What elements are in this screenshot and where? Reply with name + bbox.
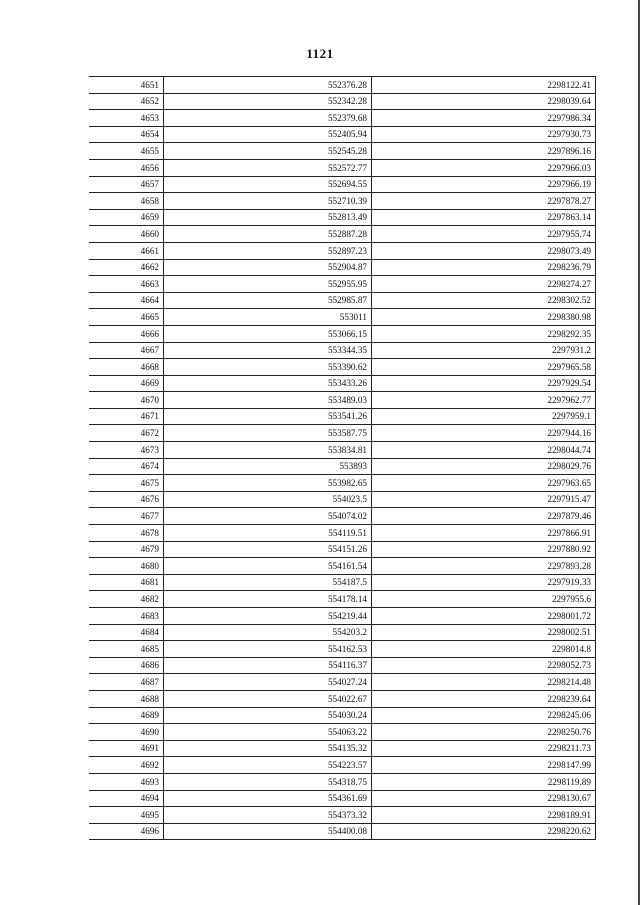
y-coordinate-cell: 2298302.52 [372,292,596,309]
point-id-cell: 4669 [89,375,164,392]
table-row [89,591,596,608]
table-row [89,657,596,674]
point-id-cell: 4659 [89,209,164,226]
x-coordinate-cell: 554063.22 [164,724,372,741]
table-row [89,259,596,276]
table-row [89,508,596,525]
y-coordinate-cell: 2298274.27 [372,276,596,293]
x-coordinate-cell: 554135.32 [164,740,372,757]
x-coordinate-cell: 554373.32 [164,807,372,824]
point-id-cell: 4679 [89,541,164,558]
x-coordinate-cell: 554023.5 [164,491,372,508]
y-coordinate-cell: 2297930.73 [372,126,596,143]
table-row [89,392,596,409]
x-coordinate-cell: 554178.14 [164,591,372,608]
table-row [89,608,596,625]
x-coordinate-cell: 554162.53 [164,641,372,658]
point-id-cell: 4675 [89,475,164,492]
point-id-cell: 4682 [89,591,164,608]
point-id-cell: 4678 [89,525,164,542]
y-coordinate-cell: 2297866.91 [372,525,596,542]
y-coordinate-cell: 2297986.34 [372,110,596,127]
table-row [89,77,596,94]
x-coordinate-cell: 552405.94 [164,126,372,143]
table-row [89,574,596,591]
y-coordinate-cell: 2298029.76 [372,458,596,475]
y-coordinate-cell: 2297931.2 [372,342,596,359]
y-coordinate-cell: 2297955.74 [372,226,596,243]
x-coordinate-cell: 554203.2 [164,624,372,641]
table-row [89,525,596,542]
y-coordinate-cell: 2297896.16 [372,143,596,160]
x-coordinate-cell: 552572.77 [164,159,372,176]
point-id-cell: 4689 [89,707,164,724]
x-coordinate-cell: 553066.15 [164,325,372,342]
table-row [89,93,596,110]
point-id-cell: 4671 [89,408,164,425]
point-id-cell: 4651 [89,77,164,94]
x-coordinate-cell: 553390.62 [164,359,372,376]
y-coordinate-cell: 2298239.64 [372,690,596,707]
x-coordinate-cell: 554119.51 [164,525,372,542]
x-coordinate-cell: 552904.87 [164,259,372,276]
y-coordinate-cell: 2298130.67 [372,790,596,807]
point-id-cell: 4684 [89,624,164,641]
x-coordinate-cell: 552342.28 [164,93,372,110]
table-row [89,375,596,392]
x-coordinate-cell: 552897.23 [164,242,372,259]
y-coordinate-cell: 2297966.19 [372,176,596,193]
y-coordinate-cell: 2298220.62 [372,823,596,840]
x-coordinate-cell: 553834.81 [164,442,372,459]
point-id-cell: 4692 [89,757,164,774]
table-row [89,126,596,143]
table-row [89,624,596,641]
x-coordinate-cell: 552710.39 [164,193,372,210]
y-coordinate-cell: 2298250.76 [372,724,596,741]
x-coordinate-cell: 554027.24 [164,674,372,691]
point-id-cell: 4660 [89,226,164,243]
table-row [89,757,596,774]
point-id-cell: 4663 [89,276,164,293]
x-coordinate-cell: 554022.67 [164,690,372,707]
x-coordinate-cell: 553433.26 [164,375,372,392]
x-coordinate-cell: 554318.75 [164,773,372,790]
y-coordinate-cell: 2298292.35 [372,325,596,342]
point-id-cell: 4674 [89,458,164,475]
point-id-cell: 4691 [89,740,164,757]
table-row [89,226,596,243]
table-row [89,325,596,342]
y-coordinate-cell: 2297955.6 [372,591,596,608]
y-coordinate-cell: 2298073.49 [372,242,596,259]
point-id-cell: 4683 [89,608,164,625]
table-row [89,276,596,293]
point-id-cell: 4696 [89,823,164,840]
point-id-cell: 4685 [89,641,164,658]
point-id-cell: 4672 [89,425,164,442]
y-coordinate-cell: 2298002.51 [372,624,596,641]
y-coordinate-cell: 2298380.98 [372,309,596,326]
table-row [89,690,596,707]
x-coordinate-cell: 554074.02 [164,508,372,525]
y-coordinate-cell: 2298014.8 [372,641,596,658]
table-row [89,790,596,807]
x-coordinate-cell: 553011 [164,309,372,326]
y-coordinate-cell: 2298039.64 [372,93,596,110]
table-row [89,193,596,210]
point-id-cell: 4690 [89,724,164,741]
y-coordinate-cell: 2297965.58 [372,359,596,376]
point-id-cell: 4681 [89,574,164,591]
table-row [89,242,596,259]
x-coordinate-cell: 552694.55 [164,176,372,193]
x-coordinate-cell: 552985.87 [164,292,372,309]
y-coordinate-cell: 2297880.92 [372,541,596,558]
table-row [89,209,596,226]
x-coordinate-cell: 552813.49 [164,209,372,226]
point-id-cell: 4686 [89,657,164,674]
y-coordinate-cell: 2297944.16 [372,425,596,442]
x-coordinate-cell: 552379.68 [164,110,372,127]
y-coordinate-cell: 2297966.03 [372,159,596,176]
coordinates-table-body [89,77,596,840]
table-row [89,143,596,160]
x-coordinate-cell: 554030.24 [164,707,372,724]
table-row [89,807,596,824]
point-id-cell: 4694 [89,790,164,807]
y-coordinate-cell: 2298214.48 [372,674,596,691]
table-row [89,823,596,840]
point-id-cell: 4664 [89,292,164,309]
table-row [89,292,596,309]
y-coordinate-cell: 2298236.79 [372,259,596,276]
y-coordinate-cell: 2297959.1 [372,408,596,425]
x-coordinate-cell: 553541.26 [164,408,372,425]
x-coordinate-cell: 552955.95 [164,276,372,293]
point-id-cell: 4687 [89,674,164,691]
point-id-cell: 4657 [89,176,164,193]
x-coordinate-cell: 554361.69 [164,790,372,807]
table-row [89,740,596,757]
point-id-cell: 4665 [89,309,164,326]
point-id-cell: 4658 [89,193,164,210]
y-coordinate-cell: 2297919.33 [372,574,596,591]
table-row [89,342,596,359]
point-id-cell: 4666 [89,325,164,342]
point-id-cell: 4676 [89,491,164,508]
y-coordinate-cell: 2297963.65 [372,475,596,492]
page-number: 1121 [306,46,334,61]
x-coordinate-cell: 553982.65 [164,475,372,492]
table-row [89,707,596,724]
x-coordinate-cell: 554116.37 [164,657,372,674]
point-id-cell: 4655 [89,143,164,160]
y-coordinate-cell: 2298189.91 [372,807,596,824]
point-id-cell: 4668 [89,359,164,376]
table-row [89,491,596,508]
point-id-cell: 4652 [89,93,164,110]
y-coordinate-cell: 2298122.41 [372,77,596,94]
point-id-cell: 4656 [89,159,164,176]
point-id-cell: 4661 [89,242,164,259]
table-row [89,475,596,492]
y-coordinate-cell: 2298052.73 [372,657,596,674]
x-coordinate-cell: 553344.35 [164,342,372,359]
table-row [89,110,596,127]
table-row [89,408,596,425]
point-id-cell: 4653 [89,110,164,127]
y-coordinate-cell: 2298211.73 [372,740,596,757]
y-coordinate-cell: 2298119.89 [372,773,596,790]
y-coordinate-cell: 2298044.74 [372,442,596,459]
point-id-cell: 4670 [89,392,164,409]
table-row [89,541,596,558]
table-row [89,773,596,790]
coordinates-table [89,76,596,840]
table-row [89,309,596,326]
x-coordinate-cell: 553587.75 [164,425,372,442]
table-row [89,442,596,459]
point-id-cell: 4680 [89,558,164,575]
coordinates-table-container [89,76,589,840]
point-id-cell: 4677 [89,508,164,525]
x-coordinate-cell: 553489.03 [164,392,372,409]
table-row [89,674,596,691]
x-coordinate-cell: 554400.08 [164,823,372,840]
y-coordinate-cell: 2297962.77 [372,392,596,409]
table-row [89,558,596,575]
x-coordinate-cell: 552376.28 [164,77,372,94]
x-coordinate-cell: 552887.28 [164,226,372,243]
y-coordinate-cell: 2297879.46 [372,508,596,525]
table-row [89,159,596,176]
table-row [89,425,596,442]
table-row [89,724,596,741]
x-coordinate-cell: 552545.28 [164,143,372,160]
x-coordinate-cell: 554161.54 [164,558,372,575]
y-coordinate-cell: 2297929.54 [372,375,596,392]
x-coordinate-cell: 553893 [164,458,372,475]
point-id-cell: 4654 [89,126,164,143]
y-coordinate-cell: 2297893.28 [372,558,596,575]
x-coordinate-cell: 554219.44 [164,608,372,625]
point-id-cell: 4693 [89,773,164,790]
table-row [89,641,596,658]
table-row [89,176,596,193]
y-coordinate-cell: 2298001.72 [372,608,596,625]
y-coordinate-cell: 2297915.47 [372,491,596,508]
point-id-cell: 4667 [89,342,164,359]
table-row [89,359,596,376]
table-row [89,458,596,475]
point-id-cell: 4673 [89,442,164,459]
y-coordinate-cell: 2297878.27 [372,193,596,210]
y-coordinate-cell: 2298147.99 [372,757,596,774]
y-coordinate-cell: 2297863.14 [372,209,596,226]
point-id-cell: 4688 [89,690,164,707]
point-id-cell: 4695 [89,807,164,824]
y-coordinate-cell: 2298245.06 [372,707,596,724]
x-coordinate-cell: 554151.26 [164,541,372,558]
point-id-cell: 4662 [89,259,164,276]
x-coordinate-cell: 554223.57 [164,757,372,774]
x-coordinate-cell: 554187.5 [164,574,372,591]
